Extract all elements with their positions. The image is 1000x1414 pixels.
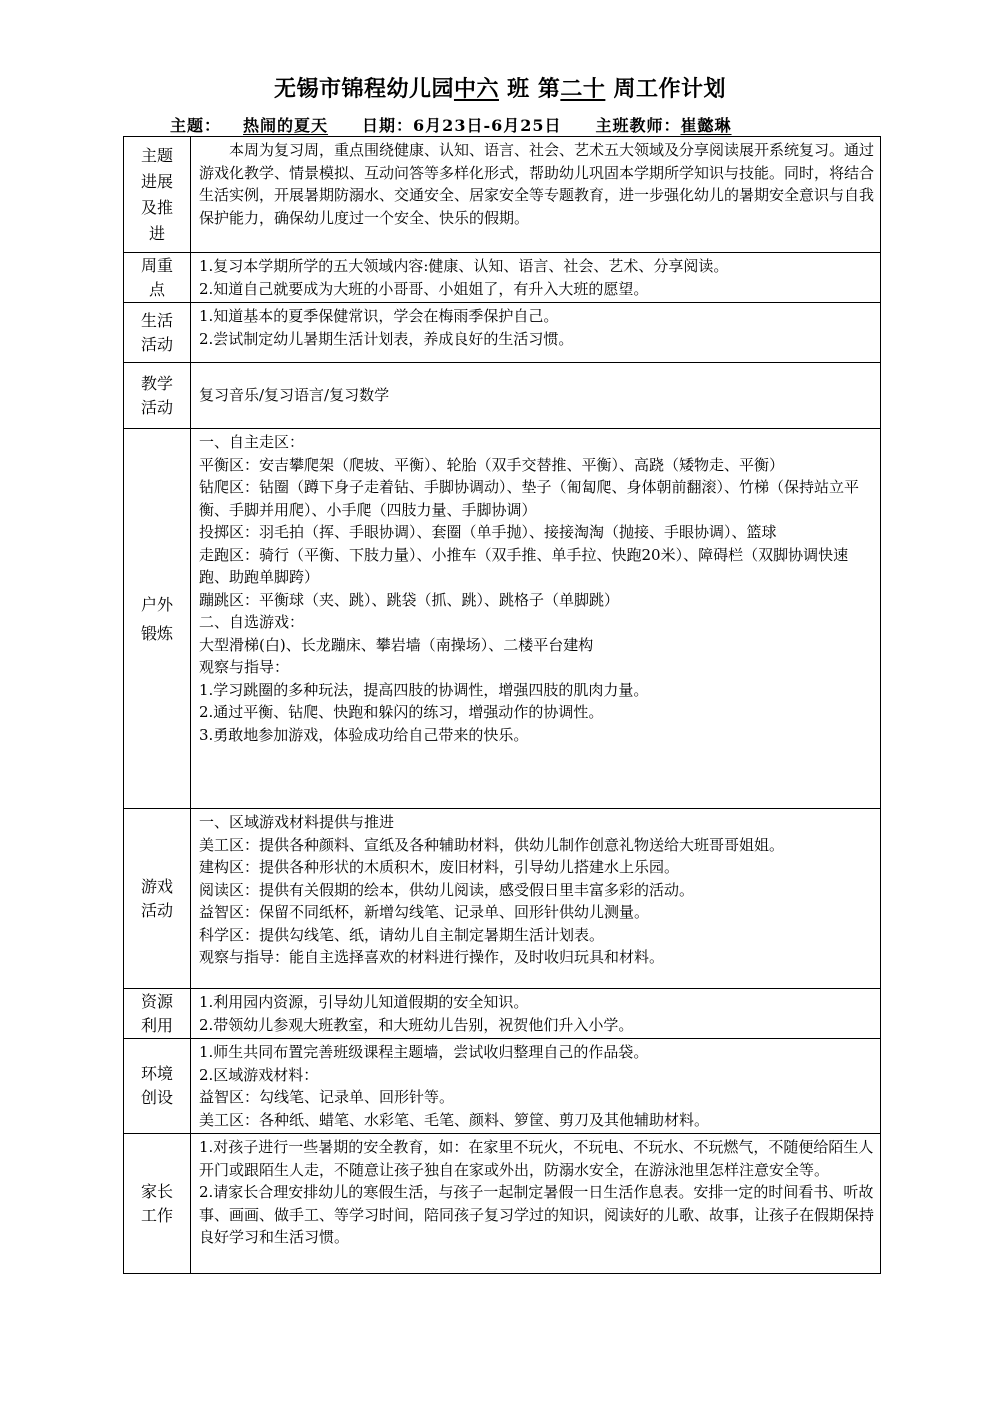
row-label-text: 户外锻炼 xyxy=(140,594,173,643)
row-parent-work xyxy=(124,1134,881,1274)
row-label xyxy=(124,363,191,429)
row-label-text: 教学活动 xyxy=(140,373,173,417)
content-line: 复习音乐/复习语言/复习数学 xyxy=(199,386,390,405)
content-line: 观察与指导： xyxy=(199,658,290,676)
content-line: 2.知道自己就要成为大班的小哥哥、小姐姐了，有升入大班的愿望。 xyxy=(199,279,649,298)
class-name: 中六 xyxy=(453,77,499,102)
row-label-text: 游戏活动 xyxy=(140,876,173,920)
row-content xyxy=(191,429,881,809)
row-label-text: 周重点 xyxy=(140,255,173,299)
content-line: 建构区：提供各种形状的木质积木，废旧材料，引导幼儿搭建水上乐园。 xyxy=(199,858,680,876)
content-line: 本周为复习周，重点围绕健康、认知、语言、社会、艺术五大领域及分享阅读展开系统复习。通过游戏化教学、情景模拟、互动问答等多样化形式，帮助幼儿巩固本学期所学知识与技能。同时，将结合生活实例，开展暑期防溺水、交通安全、居家安全等专题教育，进一步强化幼儿的暑期安全意识与自我保护能力，确保幼儿度过一个安全、快乐的假期。 xyxy=(199,141,875,227)
content-line: 1.知道基本的夏季保健常识，学会在梅雨季保护自己。 xyxy=(199,307,559,325)
content-line: 1.复习本学期所学的五大领域内容:健康、认知、语言、社会、艺术、分享阅读。 xyxy=(199,257,729,275)
content-line: 1.师生共同布置完善班级课程主题墙，尝试收归整理自己的作品袋。 xyxy=(199,1043,649,1061)
row-teaching-activities xyxy=(124,363,881,429)
content-line: 一、区域游戏材料提供与推进 xyxy=(199,813,395,831)
content-line: 观察与指导：能自主选择喜欢的材料进行操作，及时收归玩具和材料。 xyxy=(199,948,665,966)
row-theme-progress xyxy=(124,137,881,253)
content-line: 阅读区：提供有关假期的绘本，供幼儿阅读，感受假日里丰富多彩的活动。 xyxy=(199,880,695,899)
content-line: 1.学习跳圈的多种玩法，提高四肢的协调性，增强四肢的肌肉力量。 xyxy=(199,680,649,699)
row-content xyxy=(191,253,881,303)
content-line: 2.请家长合理安排幼儿的寒假生活，与孩子一起制定暑假一日生活作息表。安排一定的时间看书、听故事、画画、做手工、等学习时间，陪同孩子复习学过的知识，阅读好的儿歌、故事，让孩子在假期保持良好学习和生活习惯。 xyxy=(199,1183,875,1246)
date-label: 日期： xyxy=(362,116,414,135)
row-content xyxy=(191,1039,881,1134)
content-line: 大型滑梯(白)、长龙蹦床、攀岩墙（南操场）、二楼平台建构 xyxy=(199,635,594,654)
content-line: 美工区：提供各种颜料、宣纸及各种辅助材料，供幼儿制作创意礼物送给大班哥哥姐姐。 xyxy=(199,835,785,854)
week-suffix: 周工作计划 xyxy=(613,77,727,102)
row-label xyxy=(124,809,191,989)
content-line: 2.区域游戏材料： xyxy=(199,1065,319,1084)
content-line: 2.通过平衡、钻爬、快跑和躲闪的练习，增强动作的协调性。 xyxy=(199,703,604,721)
content-line: 科学区：提供勾线笔、纸，请幼儿自主制定暑期生活计划表。 xyxy=(199,925,605,944)
row-content xyxy=(191,809,881,989)
content-line: 走跑区：骑行（平衡、下肢力量）、小推车（双手推、单手拉、快跑20米）、障碍栏（双脚协调快速跑、助跑单脚跨） xyxy=(199,545,849,586)
school-name: 无锡市锦程幼儿园 xyxy=(273,77,454,102)
row-content xyxy=(191,1134,881,1274)
content-line: 一、自主走区： xyxy=(199,433,305,451)
row-label-text: 资源利用 xyxy=(140,991,173,1035)
teacher-label: 主班教师： xyxy=(595,116,681,135)
row-label-text: 生活活动 xyxy=(140,310,173,354)
row-resource-use xyxy=(124,989,881,1039)
row-label xyxy=(124,253,191,303)
theme-value: 热闹的夏天 xyxy=(243,116,329,135)
content-line: 3.勇敢地参加游戏，体验成功给自己带来的快乐。 xyxy=(199,725,529,744)
row-content xyxy=(191,989,881,1039)
row-label xyxy=(124,1134,191,1274)
row-label xyxy=(124,989,191,1039)
content-line: 1.利用园内资源，引导幼儿知道假期的安全知识。 xyxy=(199,993,529,1011)
content-line: 钻爬区：钻圈（蹲下身子走着钻、手脚协调动）、垫子（匍匐爬、身体朝前翻滚）、竹梯（保持站立平衡、手脚并用爬）、小手爬（四肢力量、手脚协调） xyxy=(199,478,860,519)
plan-meta xyxy=(170,113,870,136)
content-line: 益智区：勾线笔、记录单、回形针等。 xyxy=(199,1088,455,1106)
date-value: 6月23日-6月25日 xyxy=(413,116,562,135)
row-content xyxy=(191,363,881,429)
row-game-activities xyxy=(124,809,881,989)
row-label xyxy=(124,303,191,363)
content-line: 美工区：各种纸、蜡笔、水彩笔、毛笔、颜料、箩筐、剪刀及其他辅助材料。 xyxy=(199,1110,710,1129)
content-line: 二、自选游戏： xyxy=(199,613,305,631)
week-number: 二十 xyxy=(560,77,606,102)
week-prefix: 第 xyxy=(537,77,561,102)
teacher-value: 崔懿琳 xyxy=(680,116,732,135)
row-label xyxy=(124,1039,191,1134)
content-line: 平衡区：安吉攀爬架（爬坡、平衡）、轮胎（双手交替推、平衡）、高跷（矮物走、平衡） xyxy=(199,455,785,474)
row-label-text: 家长工作 xyxy=(140,1181,173,1225)
content-line: 2.带领幼儿参观大班教室，和大班幼儿告别，祝贺他们升入小学。 xyxy=(199,1015,634,1034)
theme-label: 主题： xyxy=(170,116,222,135)
row-label xyxy=(124,137,191,253)
row-label-text: 环境创设 xyxy=(140,1064,173,1107)
content-line: 2.尝试制定幼儿暑期生活计划表，养成良好的生活习惯。 xyxy=(199,329,574,348)
row-environment-setup xyxy=(124,1039,881,1134)
row-content xyxy=(191,303,881,363)
row-label-text: 主题进展及推进 xyxy=(140,145,173,243)
content-line: 蹦跳区：平衡球（夹、跳）、跳袋（抓、跳）、跳格子（单脚跳） xyxy=(199,590,620,609)
row-week-focus xyxy=(124,253,881,303)
content-line: 益智区：保留不同纸杯，新增勾线笔、记录单、回形针供幼儿测量。 xyxy=(199,903,650,921)
page-title xyxy=(0,72,1000,103)
content-line: 1.对孩子进行一些暑期的安全教育，如：在家里不玩火，不玩电、不玩水、不玩燃气，不随便给陌生人开门或跟陌生人走，不随意让孩子独自在家或外出，防溺水安全，在游泳池里怎样注意安全等。 xyxy=(199,1138,874,1179)
row-label xyxy=(124,429,191,809)
row-life-activities xyxy=(124,303,881,363)
row-content xyxy=(191,137,881,253)
class-suffix: 班 xyxy=(507,77,530,102)
content-line: 投掷区：羽毛拍（挥、手眼协调）、套圈（单手抛）、接接淘淘（抛接、手眼协调）、篮球 xyxy=(199,523,777,541)
plan-table xyxy=(123,136,881,1274)
row-outdoor-exercise xyxy=(124,429,881,809)
